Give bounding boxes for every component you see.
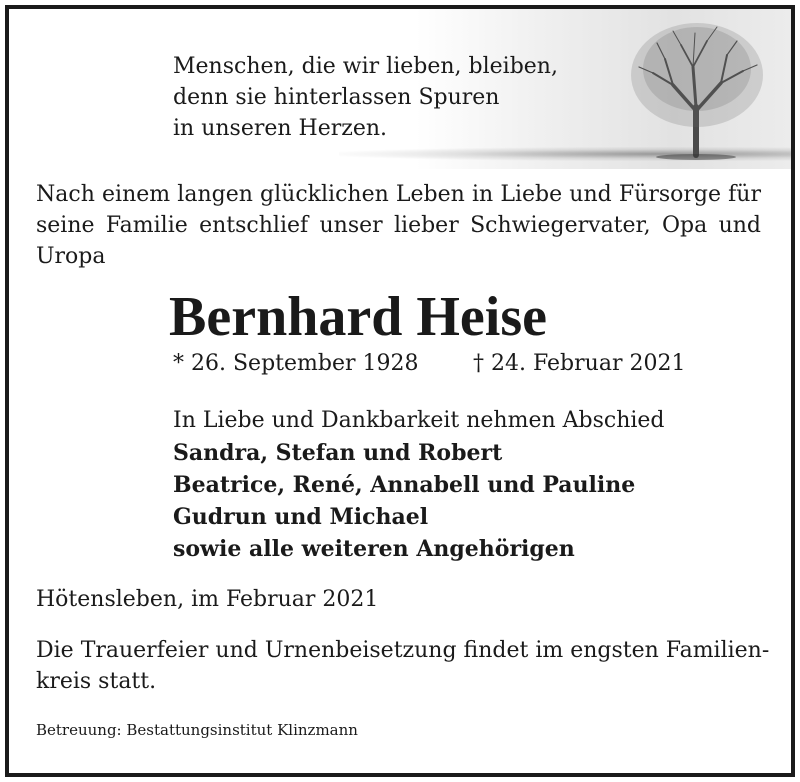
quote-line: denn sie hinterlassen Spuren — [173, 85, 500, 110]
ceremony-line: kreis statt. — [36, 669, 157, 694]
life-dates — [173, 351, 686, 376]
mourner-line: Gudrun und Michael — [173, 504, 429, 530]
intro-text: Nach einem langen glücklichen Leben in Liebe und Fürsorge für seine Familie entschlief unser lieber Schwiegervater, Opa und Uropa — [36, 182, 761, 269]
birth-date: * 26. September 1928 — [173, 351, 419, 376]
deceased-name: Bernhard Heise — [169, 286, 547, 348]
farewell-intro: In Liebe und Dankbarkeit nehmen Abschied — [173, 408, 665, 433]
death-date: † 24. Februar 2021 — [473, 351, 686, 376]
mourner-line: sowie alle weiteren Angehörigen — [173, 536, 575, 562]
header-banner — [9, 9, 791, 169]
memorial-quote — [173, 51, 558, 144]
ceremony-line: Die Trauerfeier und Urnenbeisetzung findet im engsten Familien- — [36, 638, 770, 663]
quote-line: in unseren Herzen. — [173, 116, 388, 141]
obituary-frame — [5, 5, 795, 777]
farewell-block — [173, 405, 665, 565]
tree-icon — [621, 15, 771, 161]
mourner-line: Sandra, Stefan und Robert — [173, 440, 503, 466]
mourner-line: Beatrice, René, Annabell und Pauline — [173, 472, 636, 498]
place-date: Hötensleben, im Februar 2021 — [36, 587, 379, 612]
care-note: Betreuung: Bestattungsinstitut Klinzmann — [36, 721, 358, 739]
quote-line: Menschen, die wir lieben, bleiben, — [173, 54, 558, 79]
ceremony-note — [36, 635, 770, 697]
